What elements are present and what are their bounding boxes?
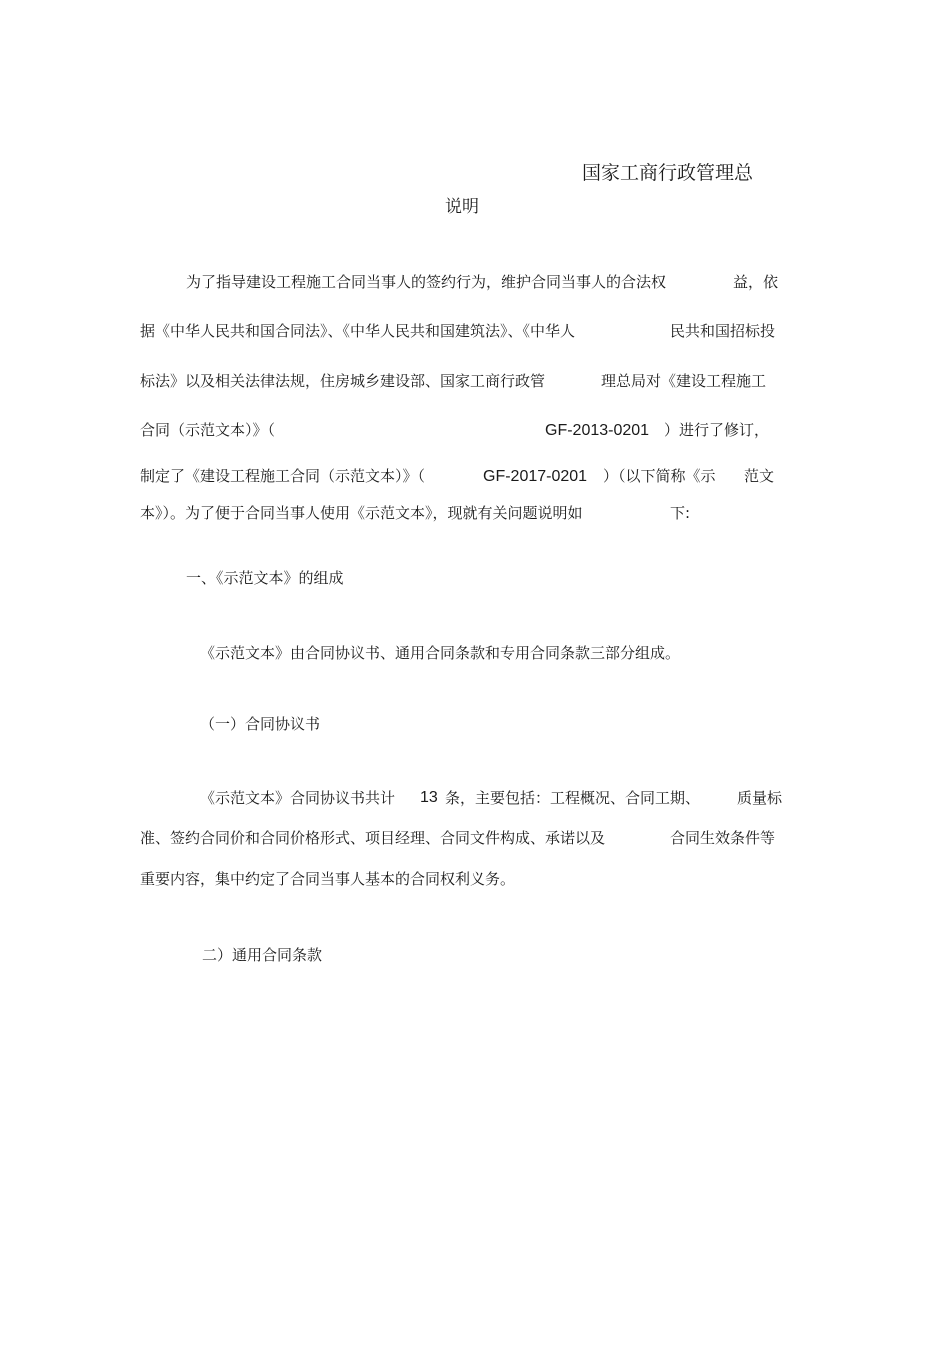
intro-line-4b: ）进行了修订， xyxy=(664,421,770,439)
article-count: 13 xyxy=(420,789,438,806)
intro-line-1b: 益，依 xyxy=(733,273,779,291)
intro-line-1a: 为了指导建设工程施工合同当事人的签约行为，维护合同当事人的合法权 xyxy=(186,273,667,291)
intro-line-3a: 标法》以及相关法律法规，住房城乡建设部、国家工商行政管 xyxy=(140,372,546,390)
agency-name: 国家工商行政管理总 xyxy=(582,162,754,184)
section-paragraph: 《示范文本》由合同协议书、通用合同条款和专用合同条款三部分组成。 xyxy=(200,644,681,662)
page-title: 说明 xyxy=(445,197,479,217)
standard-code-2013: GF-2013-0201 xyxy=(545,422,650,439)
subsection-line-2a: 准、签约合同价和合同价格形式、项目经理、合同文件构成、承诺以及 xyxy=(140,829,606,847)
subsection-line-1b: 条，主要包括：工程概况、合同工期、 xyxy=(445,789,701,807)
intro-line-4a: 合同（示范文本）》（ xyxy=(140,421,276,439)
standard-code-2017: GF-2017-0201 xyxy=(483,468,588,485)
subsection-line-2b: 合同生效条件等 xyxy=(670,829,776,847)
intro-line-2a: 据《中华人民共和国合同法》、《中华人民共和国建筑法》、《中华人 xyxy=(140,322,576,340)
intro-line-5c: 范文 xyxy=(744,467,775,485)
intro-line-5a: 制定了《建设工程施工合同（示范文本）》（ xyxy=(140,467,426,485)
intro-line-3b: 理总局对《建设工程施工 xyxy=(601,372,767,390)
section-heading: 一、《示范文本》的组成 xyxy=(186,569,344,587)
intro-line-6b: 下: xyxy=(670,504,691,522)
subsection-line-1a: 《示范文本》合同协议书共计 xyxy=(200,789,396,807)
subsection-line-3: 重要内容，集中约定了合同当事人基本的合同权利义务。 xyxy=(140,870,516,888)
intro-line-6a: 本》）。为了便于合同当事人使用《示范文本》，现就有关问题说明如 xyxy=(140,504,583,522)
subsection-line-1c: 质量标 xyxy=(737,789,783,807)
subsection-heading-1: （一）合同协议书 xyxy=(200,715,321,733)
intro-line-2b: 民共和国招标投 xyxy=(670,322,776,340)
subsection-heading-2: 二）通用合同条款 xyxy=(202,946,323,964)
intro-line-5b: ）（以下简称《示 xyxy=(603,467,716,485)
